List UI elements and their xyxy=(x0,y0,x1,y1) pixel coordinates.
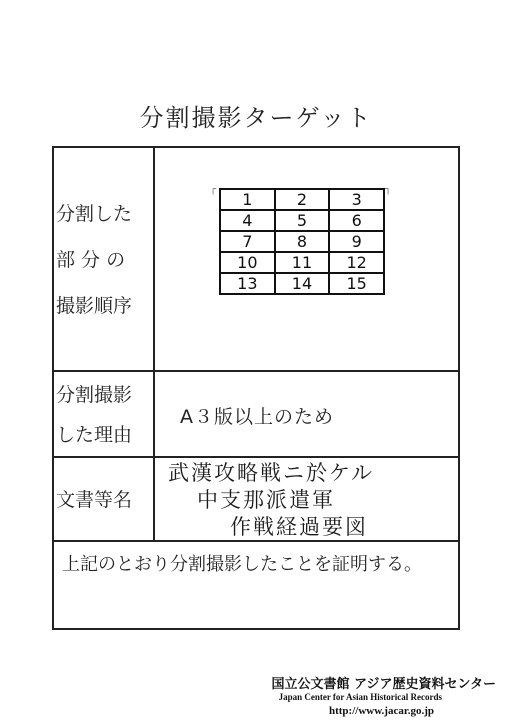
label-line: 部 分 の xyxy=(56,249,126,271)
grid-cell: 6 xyxy=(329,210,384,231)
grid-cell: 8 xyxy=(275,231,330,252)
label-line: 分割撮影 xyxy=(56,384,133,406)
grid-cell: 10 xyxy=(220,252,275,273)
section-reason-label xyxy=(56,375,152,455)
grid-cell: 1 xyxy=(220,189,275,210)
grid-cell: 13 xyxy=(220,273,275,294)
grid-cell: 2 xyxy=(275,189,330,210)
handwritten-line: 作戦経過要図 xyxy=(230,515,368,539)
grid-cell: 3 xyxy=(329,189,384,210)
divider-row-1 xyxy=(52,370,460,372)
handwritten-line: 中支那派遣軍 xyxy=(197,488,335,512)
grid-cell: 14 xyxy=(275,273,330,294)
grid-cell: 11 xyxy=(275,252,330,273)
footer-org-jp: 国立公文書館 アジア歴史資料センター xyxy=(271,677,496,692)
grid-cell: 7 xyxy=(220,231,275,252)
certification-text: 上記のとおり分割撮影したことを証明する。 xyxy=(62,554,422,575)
grid-corner-mark: ┌ xyxy=(210,184,217,195)
grid-cell: 12 xyxy=(329,252,384,273)
grid-cell: 4 xyxy=(220,210,275,231)
section-document-name-label: 文書等名 xyxy=(56,489,133,511)
label-line: した理由 xyxy=(56,424,133,446)
grid-cell: 5 xyxy=(275,210,330,231)
label-column-divider xyxy=(153,146,155,542)
footer-url: http://www.jacar.go.jp xyxy=(328,705,434,717)
footer-org-en: Japan Center for Asian Historical Records xyxy=(278,692,442,702)
grid-corner-mark: ┐ xyxy=(385,184,392,195)
reason-value: A３版以上のため xyxy=(180,406,334,428)
shooting-order-grid xyxy=(219,188,385,295)
grid-cell: 9 xyxy=(329,231,384,252)
grid-cell: 15 xyxy=(329,273,384,294)
handwritten-line: 武漢攻略戦ニ於ケル xyxy=(168,461,374,485)
page-title: 分割撮影ターゲット xyxy=(139,104,373,132)
label-line: 分割した xyxy=(56,203,133,225)
section-shooting-order-label xyxy=(56,191,152,329)
label-line: 撮影順序 xyxy=(56,295,133,317)
